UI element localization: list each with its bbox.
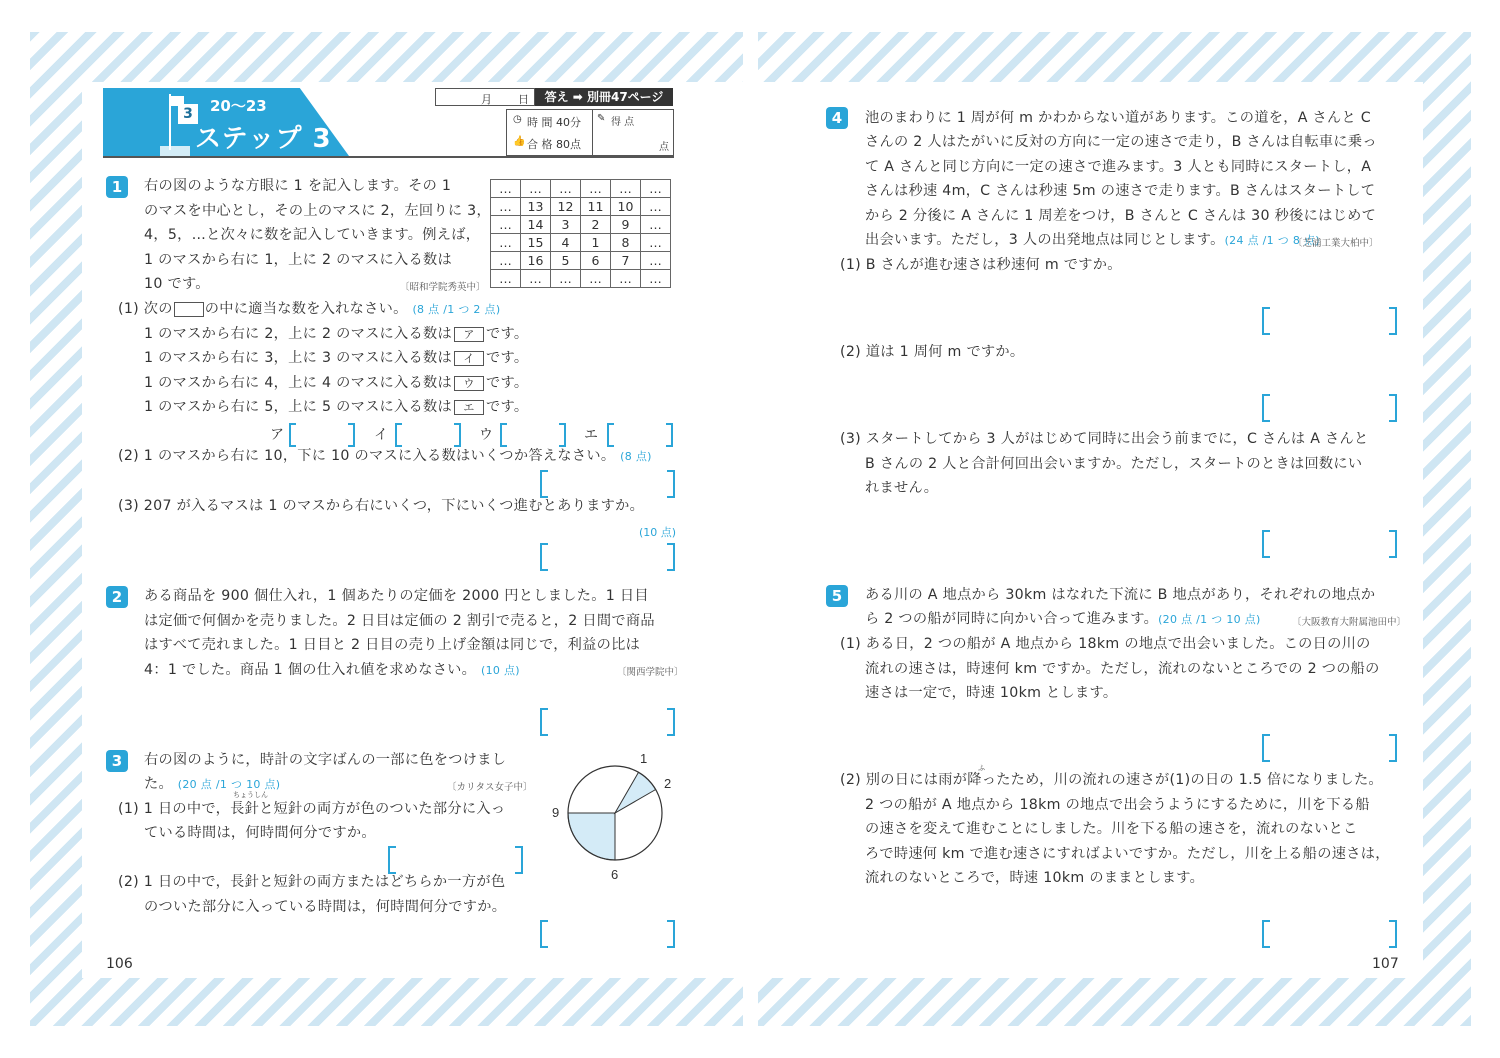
q3-source: 〔カリタス女子中〕: [447, 782, 533, 793]
step-number: 3: [178, 104, 198, 124]
q1-part3: (3) 207 が入るマスは 1 のマスから右にいくつ，下にいくつ進むとありますか。: [118, 498, 645, 514]
q3-part1-line-2: ている時間は，何時間何分ですか。: [144, 825, 376, 841]
q1-part2-points: (8 点): [620, 450, 652, 463]
thumbs-up-icon: 👍: [513, 136, 526, 147]
date-box: [435, 88, 535, 106]
q3-part1-line-1: (1) 1 日の中で，長針と短針の両方が色のついた部分に入っ: [118, 801, 506, 817]
q4-line-5: から 2 分後に A さんに 1 周差をつけ，B さんと C さんは 30 秒後にはじめて: [865, 208, 1377, 224]
score-label: 得 点: [611, 117, 635, 128]
grid-cell: 1: [581, 234, 611, 252]
month-label: 月: [481, 93, 492, 106]
q4-part2: (2) 道は 1 周何 m ですか。: [840, 344, 1025, 360]
q3-part1-answer[interactable]: [388, 846, 523, 872]
q2-line-2: は定価で何個かを売りました。2 日目は定価の 2 割引で売ると，2 日間で商品: [144, 613, 655, 629]
number-grid: [490, 179, 671, 288]
q1-part1-head-text: (1) 次の: [118, 301, 173, 317]
q1-item-b: [144, 346, 528, 371]
answer-field-e[interactable]: [607, 423, 673, 445]
grid-row: [491, 216, 671, 234]
q2-line-4: [144, 658, 520, 684]
answer-reference: 答え ➡ 別冊47ページ: [535, 88, 673, 106]
q4-part3-line-2: B さんの 2 人と合計何回出会いますか。ただし，スタートのときは回数にい: [865, 456, 1363, 472]
q5-part1-answer[interactable]: [1262, 734, 1397, 760]
q3-furigana: ちょうしん: [233, 791, 268, 799]
q3-line-2-text: た。: [144, 776, 173, 792]
q1-item-c-box: ウ: [454, 376, 484, 391]
answer-label-i: イ: [374, 427, 388, 443]
q1-part1-tail-text: の中に適当な数を入れなさい。: [204, 301, 408, 317]
q4-line-2: さんの 2 人はたがいに反対の方向に一定の速さで走り，B さんは自転車に乗っ: [865, 134, 1377, 150]
grid-cell: …: [551, 180, 581, 198]
q5-part2-line-5: 流れのないところで，時速 10km のままとします。: [865, 870, 1205, 886]
clock-label-2: 2: [664, 776, 672, 791]
answer-field-a[interactable]: [289, 423, 355, 445]
grid-cell: …: [611, 180, 641, 198]
time-box: [506, 109, 593, 156]
grid-cell: …: [521, 180, 551, 198]
grid-cell: 16: [521, 252, 551, 270]
q4-line-6: [865, 228, 1320, 254]
q1-line-1: 右の図のような方眼に 1 を記入します。その 1: [144, 178, 452, 194]
q5-line-2: [865, 607, 1261, 633]
q4-line-1: 池のまわりに 1 周が何 m かわからない道があります。この道を，A さんと C: [865, 110, 1372, 126]
q4-line-4: さんは秒速 4m，C さんは秒速 5m の速さで走ります。B さんはスタートして: [865, 183, 1376, 199]
q1-line-4: 1 のマスから右に 1，上に 2 のマスに入る数は: [144, 252, 452, 268]
page-number-right: 107: [1372, 956, 1399, 972]
q3-line-1: 右の図のように，時計の文字ばんの一部に色をつけまし: [144, 752, 507, 768]
q5-line-2-text: ら 2 つの船が同時に向かい合って進みます。: [865, 611, 1159, 627]
grid-cell: …: [641, 198, 671, 216]
q1-line-5: 10 です。: [144, 276, 210, 292]
grid-cell: 8: [611, 234, 641, 252]
grid-cell: …: [641, 180, 671, 198]
q4-part1: (1) B さんが進む速さは秒速何 m ですか。: [840, 257, 1122, 273]
q2-source: 〔関西学院中〕: [617, 667, 684, 678]
grid-cell: 9: [611, 216, 641, 234]
q5-source: 〔大阪教育大附属池田中〕: [1292, 617, 1407, 628]
q1-part1-points: (8 点 /1 つ 2 点): [412, 303, 501, 316]
q1-item-c: [144, 371, 528, 396]
clock-label-6: 6: [611, 867, 619, 882]
q1-part2: [118, 444, 652, 470]
grid-cell: …: [491, 270, 521, 288]
score-unit: 点: [659, 142, 669, 153]
q1-part2-answer[interactable]: [540, 470, 675, 496]
grid-cell: 14: [521, 216, 551, 234]
q1-part3-points: (10 点): [639, 526, 677, 539]
grid-cell: …: [491, 216, 521, 234]
q3-part2-answer[interactable]: [540, 920, 675, 946]
grid-cell: 5: [551, 252, 581, 270]
q1-item-d-box: エ: [454, 400, 484, 415]
grid-cell: 12: [551, 198, 581, 216]
grid-cell: …: [581, 270, 611, 288]
answer-label-u: ウ: [479, 427, 493, 443]
question-4-number: 4: [826, 107, 848, 129]
grid-row: [491, 180, 671, 198]
unit-range: 20～23: [210, 97, 267, 115]
grid-cell: 11: [581, 198, 611, 216]
q4-part3-line-1: (3) スタートしてから 3 人がはじめて同時に出会う前までに，C さんは A さんと: [840, 431, 1369, 447]
time-limit: 時 間 40分: [527, 116, 581, 129]
q4-part2-answer[interactable]: [1262, 394, 1397, 420]
grid-cell: 13: [521, 198, 551, 216]
answer-label-e: エ: [584, 427, 598, 443]
grid-cell: …: [641, 216, 671, 234]
grid-cell: 3: [551, 216, 581, 234]
grid-cell: …: [641, 252, 671, 270]
q5-furigana: ふ: [978, 764, 985, 772]
q1-item-d: [144, 395, 528, 420]
q2-line-1: ある商品を 900 個仕入れ，1 個あたりの定価を 2000 円としました。1 日目: [144, 588, 649, 604]
q5-part2-line-3: の速さを変えて進むことにしました。川を下る船の速さを，流れのないとこ: [865, 821, 1358, 837]
grid-row: [491, 252, 671, 270]
q2-points: (10 点): [480, 664, 520, 677]
q1-part1-head: [118, 297, 500, 323]
grid-cell: …: [551, 270, 581, 288]
grid-cell: 2: [581, 216, 611, 234]
answer-field-u[interactable]: [500, 423, 566, 445]
grid-row: [491, 234, 671, 252]
grid-cell: 7: [611, 252, 641, 270]
page-title: ステップ 3: [195, 124, 332, 154]
q5-part2-answer[interactable]: [1262, 920, 1397, 946]
q5-line-1: ある川の A 地点から 30km はなれた下流に B 地点があり，それぞれの地点か: [865, 587, 1376, 603]
header-rule: [103, 156, 674, 158]
q1-item-a-box: ア: [454, 327, 484, 342]
answer-field-i[interactable]: [395, 423, 461, 445]
q1-source: 〔昭和学院秀英中〕: [400, 282, 486, 293]
q5-points: (20 点 /1 つ 10 点): [1158, 613, 1261, 626]
q1-part3-answer[interactable]: [540, 543, 675, 569]
grid-cell: 6: [581, 252, 611, 270]
q1-item-c-text: 1 のマスから右に 4，上に 4 のマスに入る数は: [144, 375, 452, 391]
q4-source: 〔芝浦工業大柏中〕: [1293, 238, 1379, 249]
grid-cell: …: [521, 270, 551, 288]
q1-item-a: [144, 322, 528, 347]
q1-line-2: のマスを中心とし，その上のマスに 2，左回りに 3，: [144, 203, 491, 219]
q4-points: (24 点 /1 つ 8 点): [1224, 234, 1320, 247]
grid-cell: …: [491, 252, 521, 270]
question-3-number: 3: [106, 750, 128, 772]
q1-item-b-text: 1 のマスから右に 3，上に 3 のマスに入る数は: [144, 350, 452, 366]
grid-cell: …: [641, 270, 671, 288]
q5-part1-line-1: (1) ある日，2 つの船が A 地点から 18km の地点で出会いました。この日の川の: [840, 636, 1371, 652]
q2-line-4-text: 4：1 でした。商品 1 個の仕入れ値を求めなさい。: [144, 662, 477, 678]
q5-part1-line-3: 速さは一定で，時速 10km とします。: [865, 685, 1118, 701]
q1-item-d-text: 1 のマスから右に 5，上に 5 のマスに入る数は: [144, 399, 452, 415]
clock-icon: ◷: [513, 114, 522, 125]
blank-box: [174, 302, 204, 317]
question-1-number: 1: [106, 176, 128, 198]
q1-item-b-post: です。: [486, 350, 529, 366]
q2-line-3: はすべて売れました。1 日目と 2 日目の売り上げ金額は同じで，利益の比は: [144, 637, 641, 653]
grid-cell: 10: [611, 198, 641, 216]
q3-part2-line-1: (2) 1 日の中で，長針と短針の両方またはどちらか一方が色: [118, 874, 506, 890]
q2-answer[interactable]: [540, 708, 675, 734]
q1-item-c-post: です。: [486, 375, 529, 391]
grid-row: [491, 270, 671, 288]
q5-part2-line-4: ろで時速何 km で進む速さにすればよいですか。ただし，川を上る船の速さは，: [865, 846, 1390, 862]
question-5-number: 5: [826, 585, 848, 607]
q1-line-3: 4，5，…と次々に数を記入していきます。例えば，: [144, 227, 481, 243]
q5-part1-line-2: 流れの速さは，時速何 km ですか。ただし，流れのないところでの 2 つの船の: [865, 661, 1380, 677]
answer-label-a: ア: [270, 427, 284, 443]
q1-item-a-text: 1 のマスから右に 2，上に 2 のマスに入る数は: [144, 326, 452, 342]
q1-item-b-box: イ: [454, 351, 484, 366]
q5-part2-line-1: (2) 別の日には雨が降ったため，川の流れの速さが(1)の日の 1.5 倍になりました。: [840, 772, 1383, 788]
pencil-icon: ✎: [597, 113, 606, 124]
q4-line-3: て A さんと同じ方向に一定の速さで進みます。3 人とも同時にスタートし，A: [865, 159, 1372, 175]
pass-score: 合 格 80点: [527, 138, 581, 151]
grid-cell: …: [581, 180, 611, 198]
clock-label-9: 9: [552, 805, 560, 820]
score-box: [592, 109, 674, 156]
q4-part3-line-3: れません。: [865, 480, 939, 496]
clock-face-figure: [545, 748, 680, 883]
grid-cell: …: [491, 198, 521, 216]
q5-part2-line-2: 2 つの船が A 地点から 18km の地点で出会うようにするために，川を下る船: [865, 797, 1370, 813]
q4-line-6-text: 出会います。ただし，3 人の出発地点は同じとします。: [865, 232, 1225, 248]
q1-item-d-post: です。: [486, 399, 529, 415]
grid-cell: …: [491, 180, 521, 198]
question-2-number: 2: [106, 586, 128, 608]
clock-label-1: 1: [640, 751, 648, 766]
q1-part2-text: (2) 1 のマスから右に 10，下に 10 のマスに入る数はいくつか答えなさい。: [118, 448, 616, 464]
q4-part1-answer[interactable]: [1262, 307, 1397, 333]
q4-part3-answer[interactable]: [1262, 530, 1397, 556]
day-label: 日: [518, 93, 529, 106]
grid-cell: …: [611, 270, 641, 288]
grid-cell: 15: [521, 234, 551, 252]
grid-cell: 4: [551, 234, 581, 252]
grid-cell: …: [641, 234, 671, 252]
grid-cell: …: [491, 234, 521, 252]
q1-item-a-post: です。: [486, 326, 529, 342]
q3-points: (20 点 /1 つ 10 点): [177, 778, 281, 791]
q3-part2-line-2: のついた部分に入っている時間は，何時間何分ですか。: [144, 899, 507, 915]
grid-row: [491, 198, 671, 216]
page-number-left: 106: [106, 956, 133, 972]
